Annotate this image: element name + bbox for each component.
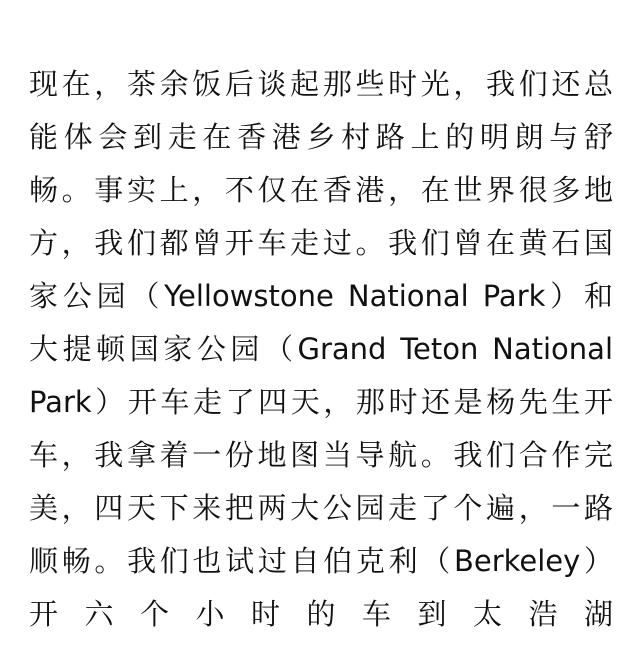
text-line-2: 能体会到走在香港乡村路上的明朗与舒 bbox=[29, 120, 613, 154]
text-line-10: 顺畅。我们也试过自伯克利（Berkeley） bbox=[29, 544, 613, 578]
text-line-7: Park）开车走了四天，那时还是杨先生开 bbox=[29, 385, 613, 419]
cropped-next-line bbox=[29, 632, 613, 645]
text-line-8: 车，我拿着一份地图当导航。我们合作完 bbox=[29, 438, 613, 472]
text-line-3: 畅。事实上，不仅在香港，在世界很多地 bbox=[29, 173, 613, 207]
text-line-11: 开 六 个 小 时 的 车 到 太 浩 湖 bbox=[29, 597, 613, 631]
text-line-6: 大提顿国家公园（Grand Teton National bbox=[29, 332, 613, 366]
text-line-4: 方，我们都曾开车走过。我们曾在黄石国 bbox=[29, 226, 613, 260]
text-line-1: 现在，茶余饭后谈起那些时光，我们还总 bbox=[29, 67, 613, 101]
text-line-9: 美，四天下来把两大公园走了个遍，一路 bbox=[29, 491, 613, 525]
text-line-5: 家公园（Yellowstone National Park）和 bbox=[29, 279, 613, 313]
